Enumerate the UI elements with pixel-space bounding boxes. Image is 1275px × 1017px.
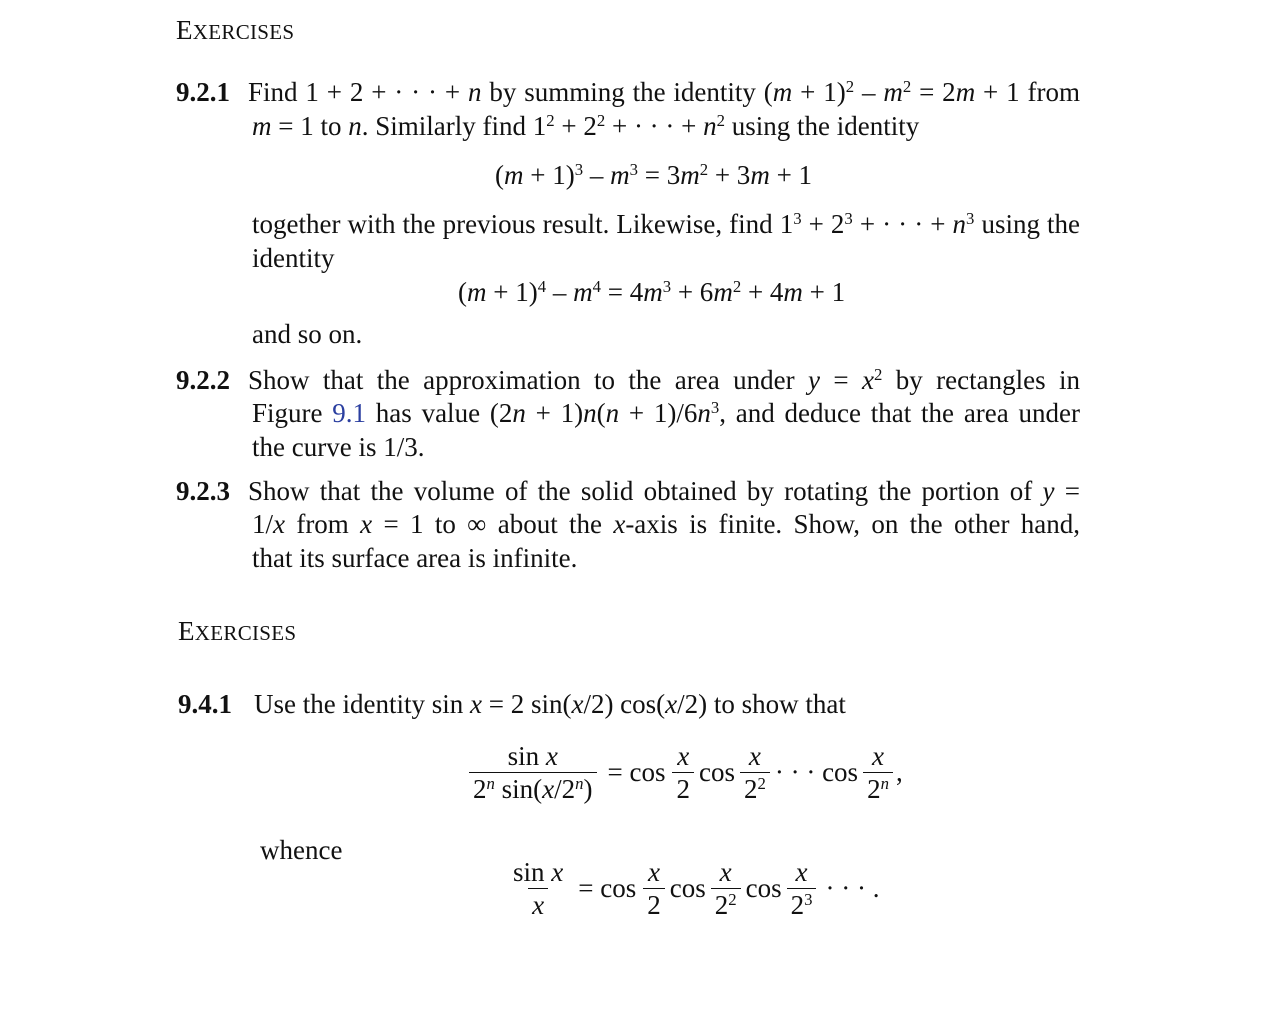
exercise-text-line: Figure 9.1 has value $(2n + 1)n(n + 1)/6n^3$, and deduce that the area under xyxy=(252,397,1081,428)
fraction: $\frac{x}{2^3}$ xyxy=(787,858,817,920)
exercise-text-line: m = 1 to n. Similarly find $1^2 + 2^2$ + · · · + $n^2$ using the identity xyxy=(252,110,920,141)
section-heading: EXERCISES xyxy=(178,616,297,646)
exercise-number: 9.2.1 xyxy=(176,77,230,107)
figure-link[interactable]: 9.1 xyxy=(332,398,367,428)
fraction: $\frac{x}{2^2}$ xyxy=(740,742,770,804)
exercise-text-line: whence xyxy=(260,835,343,865)
exercise-text-line: the curve is 1/3. xyxy=(252,432,425,462)
section-heading: EXERCISES xyxy=(176,15,295,45)
exercise-text-line: and so on. xyxy=(252,319,363,349)
exercise-text-line: Show that the approximation to the area under $y = x^2$ by rectangles in xyxy=(248,364,1080,395)
exercise-number: 9.2.3 xyxy=(176,476,230,506)
display-equation: $(m + 1)^3 - m^3 = 3m^2 + 3m + 1$ xyxy=(495,159,813,190)
exercise-text-line: identity xyxy=(252,243,335,273)
display-equation: $(m + 1)^4 - m^4 = 4m^3 + 6m^2 + 4m + 1$ xyxy=(458,276,846,307)
fraction: $\frac{\text{sin x}}{2^n \sin(x/2^n)}$ xyxy=(469,742,597,804)
fraction: $\frac{x}{2^2}$ xyxy=(711,858,741,920)
exercise-text-line: that its surface area is infinite. xyxy=(252,543,578,573)
exercise-text-line: Show that the volume of the solid obtained by rotating the portion of y = xyxy=(248,476,1080,506)
exercise-text-line: Use the identity sin x = 2 sin(x/2) cos(x/2) to show that xyxy=(254,689,846,719)
exercise-number: 9.2.2 xyxy=(176,365,230,395)
exercise-text-line: together with the previous result. Likewise, find $1^3 + 2^3$ + · · · + $n^3$ using the xyxy=(252,208,1080,239)
exercise-text-line: 1/x from x = 1 to ∞ about the x-axis is finite. Show, on the other hand, xyxy=(252,509,1080,539)
fraction: $\frac{x}{2}$ xyxy=(672,742,694,804)
display-equation: $\frac{\text{sin x}}{2^n \sin(x/2^n)}$ = cos $\frac{x}{2}$ cos $\frac{x}{2^2}$ · · · cos $\frac{x}{2^n}$ , xyxy=(466,742,903,804)
exercise-number: 9.4.1 xyxy=(178,689,232,719)
fraction: $\frac{x}{2^n}$ xyxy=(863,742,893,804)
display-equation: $\frac{\text{sin x}}{x}$ = cos $\frac{x}{2}$ cos $\frac{x}{2^2}$ cos $\frac{x}{2^3}$ · · · . xyxy=(506,858,879,920)
exercise-text-line: Find 1 + 2 + · · · + n by summing the identity $(m + 1)^2 - m^2 = 2m + 1$ from xyxy=(248,76,1080,107)
fraction: $\frac{x}{2}$ xyxy=(643,858,665,920)
fraction: $\frac{\text{sin x}}{x}$ xyxy=(513,857,564,921)
